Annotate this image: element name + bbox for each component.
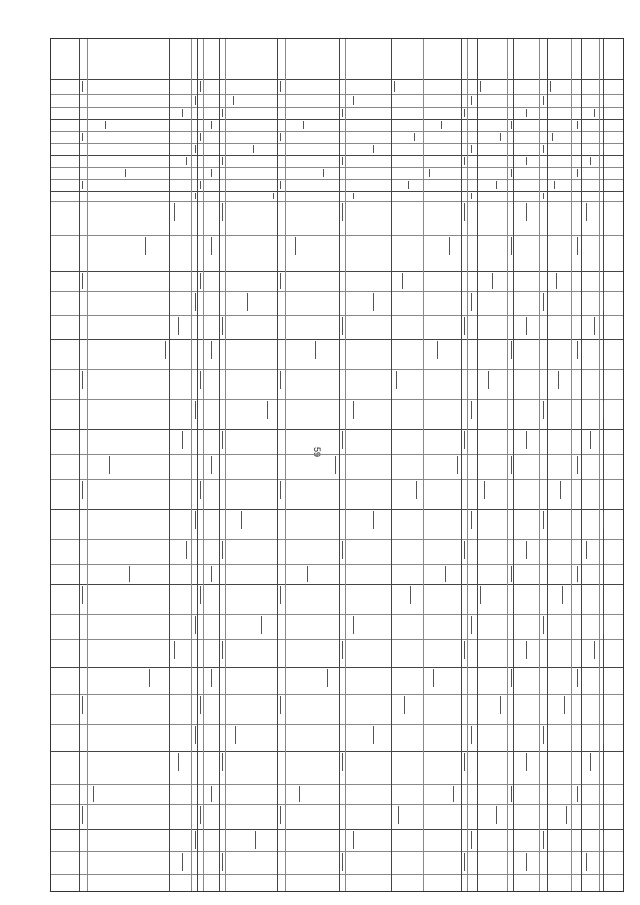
cell-text-mark (577, 786, 578, 802)
table-row-divider (51, 94, 623, 95)
table-column-divider (169, 39, 170, 891)
table-row-divider (51, 399, 623, 400)
cell-text-mark (373, 293, 374, 311)
cell-text-mark (125, 169, 126, 177)
table-column-divider (79, 39, 80, 891)
cell-text-mark (577, 566, 578, 582)
table-row-divider (51, 143, 623, 144)
table-row-divider (51, 235, 623, 236)
table-row-divider (51, 339, 623, 340)
cell-text-mark (526, 157, 527, 165)
cell-text-mark (394, 81, 395, 92)
cell-text-mark (511, 341, 512, 359)
cell-text-mark (464, 157, 465, 165)
cell-text-mark (556, 273, 557, 289)
cell-text-mark (200, 481, 201, 499)
table-row-divider (51, 131, 623, 132)
cell-text-mark (480, 81, 481, 92)
cell-text-mark (253, 145, 254, 153)
cell-text-mark (492, 273, 493, 289)
cell-text-mark (174, 203, 175, 221)
cell-text-mark (280, 696, 281, 714)
table-row-divider (51, 874, 623, 875)
cell-text-mark (195, 145, 196, 153)
cell-text-mark (603, 831, 604, 849)
cell-text-mark (464, 641, 465, 659)
cell-text-mark (526, 853, 527, 871)
cell-text-mark (222, 431, 223, 449)
cell-text-mark (453, 786, 454, 802)
cell-text-mark (526, 109, 527, 117)
cell-text-mark (200, 273, 201, 289)
cell-text-mark (543, 193, 544, 199)
cell-text-mark (299, 786, 300, 802)
cell-text-mark (511, 566, 512, 582)
table-row-divider (51, 191, 623, 192)
cell-text-mark (526, 641, 527, 659)
table-column-divider (391, 39, 392, 891)
cell-text-mark (566, 806, 567, 824)
cell-text-mark (353, 616, 354, 634)
cell-text-mark (488, 371, 489, 389)
cell-text-mark (526, 431, 527, 449)
cell-text-mark (471, 726, 472, 744)
cell-text-mark (247, 293, 248, 311)
cell-text-mark (564, 696, 565, 714)
cell-text-mark (590, 157, 591, 165)
cell-text-mark (200, 81, 201, 92)
cell-text-mark (211, 169, 212, 177)
cell-text-mark (222, 541, 223, 559)
cell-text-mark (353, 401, 354, 419)
table-row-divider (51, 784, 623, 785)
cell-text-mark (590, 431, 591, 449)
cell-text-mark (195, 96, 196, 105)
table-row-divider (51, 584, 623, 585)
cell-text-mark (404, 696, 405, 714)
cell-text-mark (174, 641, 175, 659)
rotated-data-table (50, 38, 624, 892)
cell-text-mark (222, 317, 223, 335)
cell-text-mark (471, 145, 472, 153)
cell-text-mark (445, 566, 446, 582)
cell-text-mark (562, 586, 563, 604)
cell-text-mark (457, 456, 458, 474)
cell-text-mark (511, 786, 512, 802)
cell-text-mark (195, 511, 196, 529)
cell-text-mark (471, 831, 472, 849)
cell-text-mark (200, 133, 201, 141)
cell-text-mark (471, 616, 472, 634)
table-column-divider (513, 39, 514, 891)
cell-text-mark (543, 401, 544, 419)
cell-text-mark (464, 109, 465, 117)
table-column-divider (603, 39, 604, 891)
table-row-divider (51, 564, 623, 565)
cell-text-mark (186, 157, 187, 165)
cell-text-mark (222, 203, 223, 221)
cell-text-mark (526, 541, 527, 559)
cell-text-mark (195, 293, 196, 311)
cell-text-mark (342, 541, 343, 559)
cell-text-mark (577, 237, 578, 255)
cell-text-mark (603, 726, 604, 744)
cell-text-mark (577, 669, 578, 687)
table-row-divider (51, 79, 623, 80)
cell-text-mark (222, 641, 223, 659)
table-row-divider (51, 201, 623, 202)
cell-text-mark (471, 511, 472, 529)
cell-text-mark (82, 273, 83, 289)
cell-text-mark (398, 806, 399, 824)
cell-text-mark (484, 481, 485, 499)
cell-text-mark (577, 121, 578, 129)
table-column-divider (285, 39, 286, 891)
cell-text-mark (280, 481, 281, 499)
cell-text-mark (233, 96, 234, 105)
cell-text-mark (603, 616, 604, 634)
cell-text-mark (200, 696, 201, 714)
cell-text-mark (165, 341, 166, 359)
cell-text-mark (327, 669, 328, 687)
cell-text-mark (109, 456, 110, 474)
cell-text-mark (603, 511, 604, 529)
cell-text-mark (373, 726, 374, 744)
cell-text-mark (280, 181, 281, 189)
table-column-divider (467, 39, 468, 891)
cell-text-mark (280, 273, 281, 289)
cell-text-mark (93, 786, 94, 802)
cell-text-mark (195, 401, 196, 419)
table-column-divider (423, 39, 424, 891)
cell-text-mark (464, 853, 465, 871)
cell-text-mark (511, 169, 512, 177)
cell-text-mark (603, 96, 604, 105)
cell-text-mark (280, 371, 281, 389)
cell-text-mark (178, 317, 179, 335)
cell-text-mark (200, 371, 201, 389)
cell-text-mark (586, 541, 587, 559)
cell-text-mark (82, 81, 83, 92)
table-column-divider (507, 39, 508, 891)
cell-text-mark (526, 317, 527, 335)
table-row-divider (51, 369, 623, 370)
cell-text-mark (471, 193, 472, 199)
cell-text-mark (222, 853, 223, 871)
cell-text-mark (603, 193, 604, 199)
cell-text-mark (222, 109, 223, 117)
cell-text-mark (182, 109, 183, 117)
cell-text-mark (471, 96, 472, 105)
cell-text-mark (373, 511, 374, 529)
cell-text-mark (182, 431, 183, 449)
cell-text-mark (195, 726, 196, 744)
cell-text-mark (82, 133, 83, 141)
cell-text-mark (195, 831, 196, 849)
cell-text-mark (315, 341, 316, 359)
cell-text-mark (280, 81, 281, 92)
cell-text-mark (222, 157, 223, 165)
cell-text-mark (441, 121, 442, 129)
cell-text-mark (511, 237, 512, 255)
cell-text-mark (603, 293, 604, 311)
cell-text-mark (222, 753, 223, 771)
cell-text-mark (496, 181, 497, 189)
cell-text-mark (429, 169, 430, 177)
cell-text-mark (577, 456, 578, 474)
cell-text-mark (586, 203, 587, 221)
cell-text-mark (464, 541, 465, 559)
cell-text-mark (280, 133, 281, 141)
cell-text-mark (511, 669, 512, 687)
cell-text-mark (200, 586, 201, 604)
table-column-divider (339, 39, 340, 891)
cell-text-mark (480, 586, 481, 604)
cell-text-mark (437, 341, 438, 359)
table-column-divider (477, 39, 478, 891)
cell-text-mark (526, 203, 527, 221)
table-row-divider (51, 509, 623, 510)
table-row-divider (51, 315, 623, 316)
cell-text-mark (186, 541, 187, 559)
table-row-divider (51, 155, 623, 156)
cell-text-mark (353, 96, 354, 105)
table-row-divider (51, 454, 623, 455)
cell-text-mark (255, 831, 256, 849)
cell-text-mark (235, 726, 236, 744)
cell-text-mark (416, 481, 417, 499)
cell-text-mark (543, 616, 544, 634)
table-column-divider (599, 39, 600, 891)
cell-text-mark (303, 121, 304, 129)
cell-text-mark (241, 511, 242, 529)
cell-text-mark (471, 293, 472, 311)
cell-text-mark (200, 181, 201, 189)
cell-text-mark (543, 511, 544, 529)
table-row-divider (51, 639, 623, 640)
cell-text-mark (82, 806, 83, 824)
cell-text-mark (273, 193, 274, 199)
cell-text-mark (182, 853, 183, 871)
cell-text-mark (105, 121, 106, 129)
cell-text-mark (149, 669, 150, 687)
cell-text-mark (342, 753, 343, 771)
table-row-divider (51, 167, 623, 168)
cell-text-mark (414, 133, 415, 141)
cell-text-mark (200, 806, 201, 824)
cell-text-mark (342, 203, 343, 221)
table-row-divider (51, 724, 623, 725)
cell-text-mark (594, 317, 595, 335)
cell-text-mark (449, 237, 450, 255)
cell-text-mark (586, 853, 587, 871)
table-row-divider (51, 804, 623, 805)
cell-text-mark (511, 121, 512, 129)
table-column-divider (87, 39, 88, 891)
cell-text-mark (280, 586, 281, 604)
cell-text-mark (464, 317, 465, 335)
cell-text-mark (594, 109, 595, 117)
cell-text-mark (464, 753, 465, 771)
cell-text-mark (464, 431, 465, 449)
cell-text-mark (603, 401, 604, 419)
cell-text-mark (211, 566, 212, 582)
cell-text-mark (267, 401, 268, 419)
table-row-divider (51, 751, 623, 752)
cell-text-mark (496, 806, 497, 824)
cell-text-mark (543, 96, 544, 105)
cell-text-mark (211, 237, 212, 255)
cell-text-mark (590, 753, 591, 771)
cell-text-mark (402, 273, 403, 289)
cell-text-mark (195, 193, 196, 199)
table-row-divider (51, 614, 623, 615)
cell-text-mark (526, 753, 527, 771)
table-row-divider (51, 667, 623, 668)
cell-text-mark (560, 481, 561, 499)
cell-text-mark (554, 181, 555, 189)
table-row-divider (51, 829, 623, 830)
cell-text-mark (342, 157, 343, 165)
cell-text-mark (82, 696, 83, 714)
cell-text-mark (295, 237, 296, 255)
cell-text-mark (342, 109, 343, 117)
cell-text-mark (396, 371, 397, 389)
table-column-divider (203, 39, 204, 891)
cell-text-mark (211, 669, 212, 687)
table-row-divider (51, 291, 623, 292)
table-column-divider (345, 39, 346, 891)
cell-text-mark (82, 181, 83, 189)
cell-text-mark (500, 133, 501, 141)
table-row-divider (51, 539, 623, 540)
table-row-divider (51, 271, 623, 272)
table-column-divider (571, 39, 572, 891)
table-column-divider (277, 39, 278, 891)
cell-text-mark (471, 401, 472, 419)
page-number: 59 (312, 446, 323, 458)
cell-text-mark (211, 341, 212, 359)
cell-text-mark (178, 753, 179, 771)
table-column-divider (197, 39, 198, 891)
cell-text-mark (558, 371, 559, 389)
table-row-divider (51, 119, 623, 120)
table-row-divider (51, 694, 623, 695)
cell-text-mark (195, 616, 196, 634)
cell-text-mark (145, 237, 146, 255)
cell-text-mark (211, 786, 212, 802)
cell-text-mark (577, 341, 578, 359)
cell-text-mark (82, 481, 83, 499)
cell-text-mark (335, 456, 336, 474)
table-column-divider (581, 39, 582, 891)
cell-text-mark (342, 317, 343, 335)
cell-text-mark (129, 566, 130, 582)
cell-text-mark (307, 566, 308, 582)
cell-text-mark (543, 145, 544, 153)
cell-text-mark (511, 456, 512, 474)
cell-text-mark (342, 853, 343, 871)
cell-text-mark (261, 616, 262, 634)
cell-text-mark (408, 181, 409, 189)
cell-text-mark (353, 831, 354, 849)
table-column-divider (539, 39, 540, 891)
cell-text-mark (543, 726, 544, 744)
table-row-divider (51, 851, 623, 852)
table-row-divider (51, 107, 623, 108)
table-column-divider (547, 39, 548, 891)
cell-text-mark (373, 145, 374, 153)
table-row-divider (51, 179, 623, 180)
table-column-divider (461, 39, 462, 891)
cell-text-mark (342, 431, 343, 449)
cell-text-mark (543, 831, 544, 849)
table-row-divider (51, 479, 623, 480)
cell-text-mark (433, 669, 434, 687)
cell-text-mark (82, 586, 83, 604)
table-column-divider (219, 39, 220, 891)
cell-text-mark (211, 121, 212, 129)
cell-text-mark (353, 193, 354, 199)
table-row-divider (51, 429, 623, 430)
cell-text-mark (543, 293, 544, 311)
cell-text-mark (550, 81, 551, 92)
cell-text-mark (323, 169, 324, 177)
cell-text-mark (552, 133, 553, 141)
cell-text-mark (594, 641, 595, 659)
table-column-divider (225, 39, 226, 891)
cell-text-mark (342, 641, 343, 659)
cell-text-mark (211, 456, 212, 474)
table-column-divider (191, 39, 192, 891)
cell-text-mark (280, 806, 281, 824)
cell-text-mark (464, 203, 465, 221)
cell-text-mark (410, 586, 411, 604)
cell-text-mark (603, 145, 604, 153)
cell-text-mark (500, 696, 501, 714)
cell-text-mark (82, 371, 83, 389)
cell-text-mark (577, 169, 578, 177)
